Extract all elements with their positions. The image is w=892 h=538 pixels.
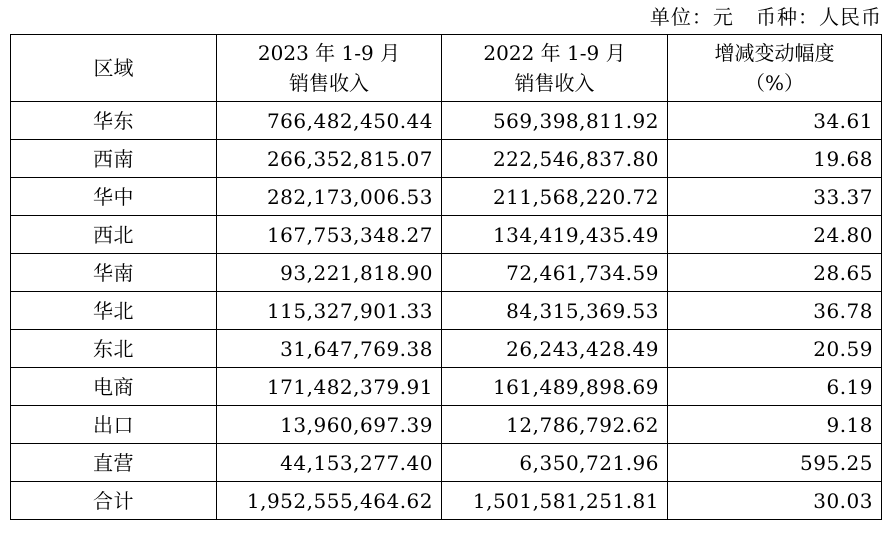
region-cell: 西北 (11, 216, 217, 254)
change-cell: 33.37 (668, 178, 882, 216)
region-cell: 直营 (11, 444, 217, 482)
header-sales-2022-line1: 2022 年 1-9 月 (483, 41, 626, 65)
table-row (11, 216, 882, 254)
table-row (11, 102, 882, 140)
region-cell: 华东 (11, 102, 217, 140)
regional-sales-table (10, 34, 882, 520)
sales-2022-cell: 161,489,898.69 (442, 368, 668, 406)
unit-currency-note: 单位：元 币种：人民币 (649, 5, 882, 29)
header-sales-2022-line2: 销售收入 (514, 71, 595, 95)
sales-2023-cell: 13,960,697.39 (217, 406, 442, 444)
sales-2023-cell: 167,753,348.27 (217, 216, 442, 254)
table-row (11, 140, 882, 178)
change-cell: 19.68 (668, 140, 882, 178)
change-cell: 595.25 (668, 444, 882, 482)
sales-2023-cell: 115,327,901.33 (217, 292, 442, 330)
sales-2022-cell: 134,419,435.49 (442, 216, 668, 254)
change-cell: 9.18 (668, 406, 882, 444)
change-cell: 36.78 (668, 292, 882, 330)
change-cell: 20.59 (668, 330, 882, 368)
sales-2023-cell: 766,482,450.44 (217, 102, 442, 140)
header-sales-2023-line2: 销售收入 (289, 71, 369, 95)
sales-2022-cell: 12,786,792.62 (442, 406, 668, 444)
table-row (11, 444, 882, 482)
region-cell: 华南 (11, 254, 217, 292)
region-cell: 东北 (11, 330, 217, 368)
header-sales-2022 (442, 35, 668, 102)
header-sales-2023 (217, 35, 442, 102)
sales-2022-cell: 84,315,369.53 (442, 292, 668, 330)
header-region: 区域 (11, 35, 217, 102)
sales-2022-cell: 72,461,734.59 (442, 254, 668, 292)
sales-2022-cell: 211,568,220.72 (442, 178, 668, 216)
region-cell: 西南 (11, 140, 217, 178)
region-cell: 出口 (11, 406, 217, 444)
region-cell: 合计 (11, 482, 217, 520)
change-cell: 24.80 (668, 216, 882, 254)
table-header-row (11, 35, 882, 102)
sales-2022-cell: 26,243,428.49 (442, 330, 668, 368)
region-cell: 电商 (11, 368, 217, 406)
header-change-line1: 增减变动幅度 (714, 41, 835, 65)
change-cell: 28.65 (668, 254, 882, 292)
region-cell: 华中 (11, 178, 217, 216)
sales-2022-cell: 1,501,581,251.81 (442, 482, 668, 520)
change-cell: 30.03 (668, 482, 882, 520)
change-cell: 34.61 (668, 102, 882, 140)
table-row (11, 406, 882, 444)
table-row (11, 178, 882, 216)
sales-2023-cell: 282,173,006.53 (217, 178, 442, 216)
header-change-line2: （%） (744, 71, 804, 95)
sales-2023-cell: 93,221,818.90 (217, 254, 442, 292)
table-row (11, 368, 882, 406)
table-row-total (11, 482, 882, 520)
table-row (11, 254, 882, 292)
change-cell: 6.19 (668, 368, 882, 406)
sales-2023-cell: 44,153,277.40 (217, 444, 442, 482)
table-row (11, 330, 882, 368)
region-cell: 华北 (11, 292, 217, 330)
sales-2023-cell: 31,647,769.38 (217, 330, 442, 368)
sales-2023-cell: 171,482,379.91 (217, 368, 442, 406)
sales-2022-cell: 569,398,811.92 (442, 102, 668, 140)
sales-2022-cell: 222,546,837.80 (442, 140, 668, 178)
table-row (11, 292, 882, 330)
sales-2023-cell: 266,352,815.07 (217, 140, 442, 178)
header-change (668, 35, 882, 102)
header-sales-2023-line1: 2023 年 1-9 月 (257, 41, 401, 65)
sales-2023-cell: 1,952,555,464.62 (217, 482, 442, 520)
sales-2022-cell: 6,350,721.96 (442, 444, 668, 482)
